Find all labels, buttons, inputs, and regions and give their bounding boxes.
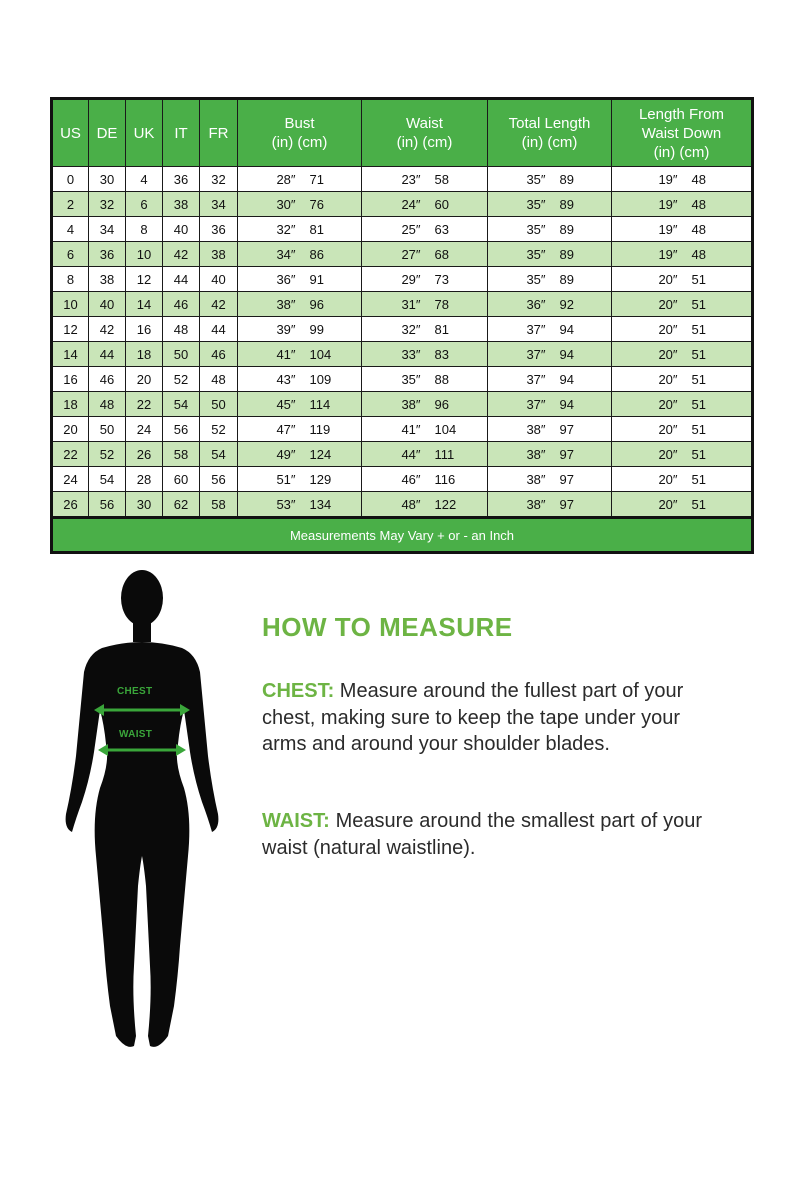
total-length-centimeters: 94 <box>559 321 574 337</box>
waist-centimeters: 68 <box>434 246 449 262</box>
length-from-waist-centimeters: 51 <box>691 396 706 412</box>
waist-centimeters: 63 <box>434 221 449 237</box>
waist-inches: 38″ <box>401 396 421 412</box>
waist-inches: 46″ <box>401 471 421 487</box>
length-from-waist-inches: 20″ <box>658 346 678 362</box>
cell-waist <box>362 217 488 242</box>
cell-bust <box>238 342 362 367</box>
cell-de: 54 <box>89 467 126 492</box>
cell-it: 60 <box>163 467 200 492</box>
total-length-centimeters: 97 <box>559 496 574 512</box>
bust-centimeters: 91 <box>309 271 324 287</box>
table-row <box>52 292 753 317</box>
cell-total-length <box>488 192 612 217</box>
how-to-measure-title: HOW TO MEASURE <box>262 612 513 642</box>
cell-it: 52 <box>163 367 200 392</box>
cell-it: 58 <box>163 442 200 467</box>
waist-centimeters: 81 <box>434 321 449 337</box>
length-from-waist-centimeters: 48 <box>691 196 706 212</box>
table-row <box>52 492 753 518</box>
header-fr: FR <box>200 99 238 167</box>
length-from-waist-inches: 20″ <box>658 271 678 287</box>
waist-centimeters: 78 <box>434 296 449 312</box>
cell-us: 20 <box>52 417 89 442</box>
cell-de: 48 <box>89 392 126 417</box>
cell-uk: 30 <box>126 492 163 518</box>
total-length-centimeters: 94 <box>559 371 574 387</box>
table-row <box>52 242 753 267</box>
cell-us: 14 <box>52 342 89 367</box>
header-us: US <box>52 99 89 167</box>
cell-total-length <box>488 167 612 192</box>
measurement-note: Measurements May Vary + or - an Inch <box>52 518 753 553</box>
cell-fr: 58 <box>200 492 238 518</box>
table-row <box>52 317 753 342</box>
cell-waist <box>362 167 488 192</box>
total-length-inches: 35″ <box>526 196 546 212</box>
cell-fr: 32 <box>200 167 238 192</box>
cell-total-length <box>488 267 612 292</box>
length-from-waist-inches: 19″ <box>658 246 678 262</box>
bust-centimeters: 129 <box>309 471 332 487</box>
total-length-inches: 35″ <box>526 171 546 187</box>
cell-it: 46 <box>163 292 200 317</box>
cell-uk: 20 <box>126 367 163 392</box>
table-row <box>52 192 753 217</box>
cell-bust <box>238 442 362 467</box>
cell-bust <box>238 367 362 392</box>
cell-bust <box>238 392 362 417</box>
cell-length-from-waist <box>612 217 753 242</box>
table-row <box>52 367 753 392</box>
total-length-inches: 35″ <box>526 221 546 237</box>
cell-uk: 12 <box>126 267 163 292</box>
total-length-centimeters: 89 <box>559 246 574 262</box>
length-from-waist-centimeters: 51 <box>691 296 706 312</box>
cell-us: 22 <box>52 442 89 467</box>
cell-bust <box>238 217 362 242</box>
cell-total-length <box>488 242 612 267</box>
cell-de: 38 <box>89 267 126 292</box>
cell-it: 62 <box>163 492 200 518</box>
cell-length-from-waist <box>612 242 753 267</box>
bust-centimeters: 86 <box>309 246 324 262</box>
total-length-inches: 35″ <box>526 271 546 287</box>
cell-fr: 50 <box>200 392 238 417</box>
length-from-waist-centimeters: 51 <box>691 271 706 287</box>
cell-waist <box>362 292 488 317</box>
length-from-waist-inches: 19″ <box>658 196 678 212</box>
length-from-waist-centimeters: 51 <box>691 321 706 337</box>
cell-it: 54 <box>163 392 200 417</box>
cell-de: 46 <box>89 367 126 392</box>
cell-fr: 42 <box>200 292 238 317</box>
cell-length-from-waist <box>612 392 753 417</box>
table-row <box>52 267 753 292</box>
length-from-waist-centimeters: 48 <box>691 171 706 187</box>
bust-inches: 41″ <box>276 346 296 362</box>
cell-de: 30 <box>89 167 126 192</box>
chest-text: Measure around the fullest part of your chest, making sure to keep the tape under your arms and around your shoulder blades. <box>262 680 684 755</box>
cell-it: 50 <box>163 342 200 367</box>
cell-de: 56 <box>89 492 126 518</box>
length-from-waist-inches: 20″ <box>658 371 678 387</box>
cell-total-length <box>488 317 612 342</box>
bust-centimeters: 124 <box>309 446 332 462</box>
cell-length-from-waist <box>612 442 753 467</box>
body-silhouette-figure <box>62 566 222 1056</box>
waist-inches: 29″ <box>401 271 421 287</box>
table-row <box>52 342 753 367</box>
table-row <box>52 392 753 417</box>
cell-waist <box>362 342 488 367</box>
cell-bust <box>238 242 362 267</box>
total-length-inches: 35″ <box>526 246 546 262</box>
table-row <box>52 442 753 467</box>
length-from-waist-inches: 20″ <box>658 396 678 412</box>
cell-us: 18 <box>52 392 89 417</box>
cell-waist <box>362 442 488 467</box>
cell-us: 0 <box>52 167 89 192</box>
waist-instruction <box>262 808 702 861</box>
header-uk: UK <box>126 99 163 167</box>
cell-it: 56 <box>163 417 200 442</box>
length-from-waist-inches: 20″ <box>658 296 678 312</box>
waist-centimeters: 88 <box>434 371 449 387</box>
cell-fr: 36 <box>200 217 238 242</box>
cell-uk: 10 <box>126 242 163 267</box>
cell-us: 26 <box>52 492 89 518</box>
cell-fr: 34 <box>200 192 238 217</box>
cell-uk: 14 <box>126 292 163 317</box>
bust-inches: 49″ <box>276 446 296 462</box>
length-from-waist-centimeters: 48 <box>691 246 706 262</box>
waist-inches: 48″ <box>401 496 421 512</box>
cell-length-from-waist <box>612 417 753 442</box>
total-length-centimeters: 94 <box>559 396 574 412</box>
bust-inches: 36″ <box>276 271 296 287</box>
cell-bust <box>238 417 362 442</box>
cell-waist <box>362 417 488 442</box>
cell-bust <box>238 467 362 492</box>
bust-inches: 32″ <box>276 221 296 237</box>
waist-inches: 31″ <box>401 296 421 312</box>
length-from-waist-centimeters: 51 <box>691 421 706 437</box>
waist-centimeters: 83 <box>434 346 449 362</box>
bust-centimeters: 114 <box>309 396 331 412</box>
cell-us: 4 <box>52 217 89 242</box>
table-row <box>52 467 753 492</box>
cell-us: 16 <box>52 367 89 392</box>
cell-de: 52 <box>89 442 126 467</box>
total-length-centimeters: 97 <box>559 471 574 487</box>
bust-inches: 28″ <box>276 171 296 187</box>
cell-de: 32 <box>89 192 126 217</box>
bust-centimeters: 104 <box>309 346 332 362</box>
header-it: IT <box>163 99 200 167</box>
cell-length-from-waist <box>612 192 753 217</box>
table-body <box>52 167 753 518</box>
length-from-waist-inches: 20″ <box>658 471 678 487</box>
bust-inches: 30″ <box>276 196 296 212</box>
cell-waist <box>362 267 488 292</box>
length-from-waist-centimeters: 51 <box>691 346 706 362</box>
waist-inches: 24″ <box>401 196 421 212</box>
total-length-inches: 37″ <box>526 346 546 362</box>
cell-length-from-waist <box>612 467 753 492</box>
cell-fr: 38 <box>200 242 238 267</box>
total-length-centimeters: 97 <box>559 421 574 437</box>
cell-uk: 22 <box>126 392 163 417</box>
cell-fr: 40 <box>200 267 238 292</box>
header-total-length: Total Length (in) (cm) <box>488 99 612 167</box>
cell-bust <box>238 192 362 217</box>
cell-length-from-waist <box>612 492 753 518</box>
waist-centimeters: 96 <box>434 396 449 412</box>
cell-total-length <box>488 217 612 242</box>
cell-total-length <box>488 442 612 467</box>
cell-de: 36 <box>89 242 126 267</box>
cell-bust <box>238 492 362 518</box>
bust-inches: 45″ <box>276 396 296 412</box>
total-length-centimeters: 92 <box>559 296 574 312</box>
length-from-waist-inches: 20″ <box>658 496 678 512</box>
header-bust: Bust (in) (cm) <box>238 99 362 167</box>
cell-uk: 24 <box>126 417 163 442</box>
cell-total-length <box>488 417 612 442</box>
cell-us: 6 <box>52 242 89 267</box>
cell-total-length <box>488 467 612 492</box>
cell-length-from-waist <box>612 367 753 392</box>
bust-inches: 34″ <box>276 246 296 262</box>
bust-inches: 47″ <box>276 421 296 437</box>
waist-centimeters: 104 <box>434 421 457 437</box>
waist-inches: 23″ <box>401 171 421 187</box>
cell-fr: 54 <box>200 442 238 467</box>
bust-centimeters: 99 <box>309 321 324 337</box>
cell-total-length <box>488 292 612 317</box>
cell-de: 42 <box>89 317 126 342</box>
header-waist: Waist (in) (cm) <box>362 99 488 167</box>
cell-total-length <box>488 367 612 392</box>
cell-us: 24 <box>52 467 89 492</box>
bust-centimeters: 119 <box>309 421 331 437</box>
chest-instruction <box>262 678 702 758</box>
waist-inches: 32″ <box>401 321 421 337</box>
cell-waist <box>362 367 488 392</box>
waist-inches: 25″ <box>401 221 421 237</box>
size-chart-table <box>50 97 754 554</box>
chest-term: CHEST: <box>262 680 335 702</box>
cell-de: 40 <box>89 292 126 317</box>
cell-bust <box>238 267 362 292</box>
length-from-waist-inches: 19″ <box>658 221 678 237</box>
waist-term: WAIST: <box>262 810 330 832</box>
cell-fr: 56 <box>200 467 238 492</box>
total-length-inches: 37″ <box>526 396 546 412</box>
header-de: DE <box>89 99 126 167</box>
waist-centimeters: 111 <box>434 446 455 462</box>
cell-it: 36 <box>163 167 200 192</box>
table-footer-row <box>52 518 753 553</box>
waist-centimeters: 73 <box>434 271 449 287</box>
table-row <box>52 417 753 442</box>
cell-us: 8 <box>52 267 89 292</box>
length-from-waist-inches: 20″ <box>658 421 678 437</box>
cell-total-length <box>488 342 612 367</box>
total-length-inches: 37″ <box>526 371 546 387</box>
cell-fr: 46 <box>200 342 238 367</box>
total-length-inches: 38″ <box>526 471 546 487</box>
bust-inches: 51″ <box>276 471 296 487</box>
cell-total-length <box>488 392 612 417</box>
cell-length-from-waist <box>612 317 753 342</box>
header-length-from-waist: Length From Waist Down (in) (cm) <box>612 99 753 167</box>
bust-centimeters: 96 <box>309 296 324 312</box>
chest-label: CHEST <box>117 686 153 697</box>
total-length-centimeters: 89 <box>559 196 574 212</box>
cell-it: 42 <box>163 242 200 267</box>
cell-uk: 28 <box>126 467 163 492</box>
table-header-row <box>52 99 753 167</box>
cell-us: 12 <box>52 317 89 342</box>
total-length-inches: 37″ <box>526 321 546 337</box>
total-length-centimeters: 89 <box>559 271 574 287</box>
cell-fr: 52 <box>200 417 238 442</box>
cell-fr: 44 <box>200 317 238 342</box>
waist-centimeters: 58 <box>434 171 449 187</box>
length-from-waist-inches: 20″ <box>658 321 678 337</box>
bust-inches: 38″ <box>276 296 296 312</box>
cell-length-from-waist <box>612 167 753 192</box>
cell-length-from-waist <box>612 267 753 292</box>
cell-us: 10 <box>52 292 89 317</box>
cell-de: 44 <box>89 342 126 367</box>
cell-uk: 16 <box>126 317 163 342</box>
cell-length-from-waist <box>612 342 753 367</box>
cell-uk: 4 <box>126 167 163 192</box>
bust-inches: 53″ <box>276 496 296 512</box>
waist-inches: 44″ <box>401 446 421 462</box>
cell-bust <box>238 167 362 192</box>
length-from-waist-centimeters: 51 <box>691 371 706 387</box>
bust-inches: 39″ <box>276 321 296 337</box>
bust-centimeters: 76 <box>309 196 324 212</box>
total-length-centimeters: 97 <box>559 446 574 462</box>
cell-waist <box>362 392 488 417</box>
bust-centimeters: 134 <box>309 496 332 512</box>
total-length-inches: 38″ <box>526 496 546 512</box>
silhouette-icon <box>62 566 222 1056</box>
cell-uk: 8 <box>126 217 163 242</box>
total-length-inches: 38″ <box>526 421 546 437</box>
length-from-waist-centimeters: 51 <box>691 471 706 487</box>
cell-waist <box>362 467 488 492</box>
cell-it: 48 <box>163 317 200 342</box>
length-from-waist-centimeters: 51 <box>691 496 706 512</box>
bust-centimeters: 81 <box>309 221 324 237</box>
cell-it: 38 <box>163 192 200 217</box>
total-length-inches: 38″ <box>526 446 546 462</box>
table-row <box>52 217 753 242</box>
cell-bust <box>238 292 362 317</box>
total-length-inches: 36″ <box>526 296 546 312</box>
table-row <box>52 167 753 192</box>
cell-total-length <box>488 492 612 518</box>
waist-centimeters: 60 <box>434 196 449 212</box>
cell-waist <box>362 317 488 342</box>
cell-de: 34 <box>89 217 126 242</box>
cell-uk: 6 <box>126 192 163 217</box>
bust-centimeters: 109 <box>309 371 332 387</box>
length-from-waist-inches: 20″ <box>658 446 678 462</box>
waist-label: WAIST <box>119 729 153 740</box>
waist-centimeters: 122 <box>434 496 457 512</box>
length-from-waist-centimeters: 51 <box>691 446 706 462</box>
cell-us: 2 <box>52 192 89 217</box>
bust-inches: 43″ <box>276 371 296 387</box>
waist-inches: 27″ <box>401 246 421 262</box>
waist-text: Measure around the smallest part of your waist (natural waistline). <box>262 810 702 859</box>
cell-it: 40 <box>163 217 200 242</box>
waist-inches: 41″ <box>401 421 421 437</box>
total-length-centimeters: 94 <box>559 346 574 362</box>
cell-waist <box>362 242 488 267</box>
cell-de: 50 <box>89 417 126 442</box>
total-length-centimeters: 89 <box>559 221 574 237</box>
waist-inches: 35″ <box>401 371 421 387</box>
cell-waist <box>362 192 488 217</box>
total-length-centimeters: 89 <box>559 171 574 187</box>
waist-centimeters: 116 <box>434 471 456 487</box>
cell-waist <box>362 492 488 518</box>
bust-centimeters: 71 <box>309 171 324 187</box>
cell-uk: 26 <box>126 442 163 467</box>
waist-inches: 33″ <box>401 346 421 362</box>
length-from-waist-inches: 19″ <box>658 171 678 187</box>
cell-it: 44 <box>163 267 200 292</box>
cell-uk: 18 <box>126 342 163 367</box>
cell-bust <box>238 317 362 342</box>
cell-fr: 48 <box>200 367 238 392</box>
cell-length-from-waist <box>612 292 753 317</box>
length-from-waist-centimeters: 48 <box>691 221 706 237</box>
